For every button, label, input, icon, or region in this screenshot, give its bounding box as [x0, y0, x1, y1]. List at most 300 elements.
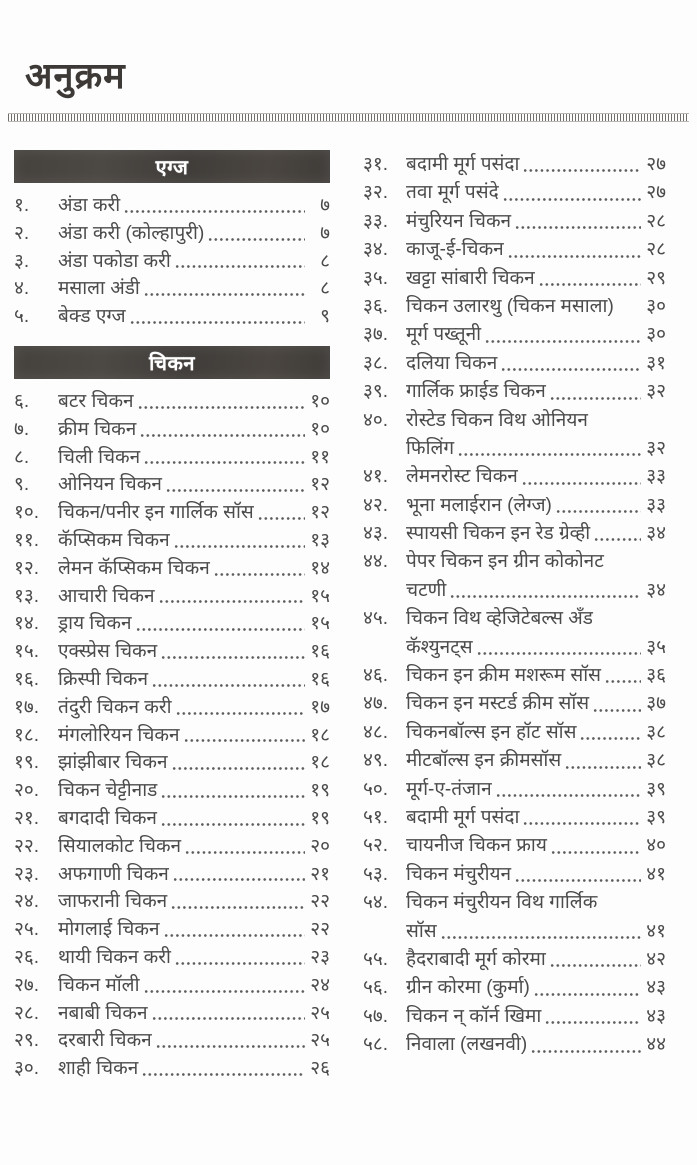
leader-dots [161, 655, 305, 660]
toc-entry [14, 722, 330, 750]
toc-entry [14, 833, 330, 861]
toc-entry [14, 888, 330, 916]
toc-entry [363, 236, 666, 264]
toc-entry [14, 527, 330, 555]
entry-number: ४९. [363, 750, 389, 772]
entry-title: मंचुरियन चिकन [406, 210, 512, 232]
entry-title: चिकनबॉल्स इन हॉट सॉस [406, 721, 577, 743]
entry-title: मसाला अंडी [58, 278, 140, 300]
leader-dots [485, 339, 641, 344]
entry-number: १. [14, 195, 30, 216]
entry-number: २३. [14, 863, 40, 885]
entry-page-number: २३ [310, 946, 330, 968]
toc-entry [14, 471, 330, 499]
toc-entry [14, 388, 330, 416]
entry-title: चिकन मॉली [58, 974, 140, 996]
leader-dots [184, 738, 305, 743]
toc-entry [363, 776, 666, 804]
entry-number: ४१. [363, 466, 389, 488]
entry-number: २५. [14, 919, 40, 941]
leader-dots [551, 850, 641, 855]
toc-entry [363, 605, 666, 633]
entry-title: चिकन इन मस्टर्ड क्रीम सॉस [406, 693, 590, 715]
leader-dots [515, 878, 641, 883]
entry-page-number: ३६ [646, 665, 666, 687]
leader-dots [523, 168, 641, 173]
entry-page-number: १८ [310, 752, 330, 774]
entry-title: गार्लिक फ्राईड चिकन [406, 381, 546, 403]
entry-page-number: २७ [646, 154, 666, 175]
entry-title: अंडा करी (कोल्हापुरी) [58, 222, 205, 244]
entry-page-number: १६ [310, 668, 330, 690]
entry-page-number: १० [310, 418, 330, 440]
leader-dots [477, 651, 641, 656]
leader-dots [545, 1020, 641, 1025]
toc-column-right [363, 150, 666, 1060]
entry-page-number: ३४ [646, 523, 666, 545]
toc-entry [363, 378, 666, 406]
entry-number: ५६. [363, 977, 389, 999]
entry-page-number: ७ [320, 195, 330, 216]
leader-dots [130, 320, 305, 325]
leader-dots [152, 1016, 306, 1021]
toc-entry [363, 946, 666, 974]
leader-dots [172, 766, 305, 771]
entry-number: ८. [14, 446, 30, 468]
entry-page-number: १० [310, 390, 330, 412]
toc-entry [363, 719, 666, 747]
toc-entry [14, 583, 330, 611]
toc-entry-continuation [363, 435, 666, 463]
entry-title: भूना मलाईरान (लेग्ज) [406, 494, 552, 516]
entry-number: ५७. [363, 1005, 389, 1027]
entry-page-number: ३४ [646, 579, 666, 601]
entry-title: काजू-ई-चिकन [406, 239, 504, 261]
entry-number: ४५. [363, 608, 389, 630]
entry-page-number: १४ [310, 557, 330, 579]
entry-number: ५८. [363, 1034, 389, 1056]
leader-dots [556, 509, 641, 514]
entry-number: ५. [14, 306, 30, 328]
entry-page-number: ३१ [646, 352, 666, 374]
entry-title: स्पायसी चिकन इन रेड ग्रेव्ही [406, 523, 591, 545]
toc-entry [363, 265, 666, 293]
entry-number: १८. [14, 724, 40, 746]
leader-dots [593, 708, 641, 713]
entry-number: ४७. [363, 693, 389, 715]
entry-number: ३८. [363, 352, 389, 374]
toc-entry [363, 974, 666, 1002]
toc-entry [14, 275, 330, 303]
entry-page-number: ३० [646, 324, 666, 346]
entry-title: पेपर चिकन इन ग्रीन कोकोनट [406, 551, 604, 573]
toc-entry [363, 520, 666, 548]
entry-page-number: २८ [646, 239, 666, 261]
entry-page-number: ३० [646, 295, 666, 317]
toc-entry [14, 444, 330, 472]
entry-page-number: ३९ [646, 806, 666, 828]
toc-entry [14, 666, 330, 694]
entry-number: ३६. [363, 295, 389, 317]
entry-title: चिकन विथ व्हेजिटेबल्स अँड [406, 608, 593, 630]
entry-page-number: १२ [310, 474, 330, 496]
leader-dots [124, 209, 305, 214]
entry-page-number: ४२ [646, 948, 666, 970]
entry-title: नबाबी चिकन [58, 1002, 148, 1024]
section-header-label: चिकन [149, 352, 195, 375]
entry-number: ६. [14, 390, 30, 412]
entry-title: जाफरानी चिकन [58, 891, 168, 913]
entry-number: ४८. [363, 721, 389, 743]
entry-page-number: ३८ [646, 750, 666, 772]
toc-entry [363, 463, 666, 491]
leader-dots [159, 599, 306, 604]
entry-page-number: ४० [646, 835, 666, 857]
entry-title: मूर्ग-ए-तंजान [406, 778, 492, 800]
entry-page-number: १३ [310, 529, 330, 551]
toc-entry [14, 777, 330, 805]
leader-dots [208, 237, 305, 242]
entry-number: ९. [14, 474, 30, 496]
entry-title: क्रीम चिकन [58, 418, 137, 440]
toc-entry [14, 192, 330, 220]
entry-number: २८. [14, 1002, 40, 1024]
entry-title: चिकन उलारथु (चिकन मसाला) [406, 295, 614, 317]
entry-page-number: २१ [310, 863, 330, 885]
entry-title: चिकन चेट्टीनाड [58, 780, 158, 802]
entry-number: ५५. [363, 948, 389, 970]
leader-dots [185, 850, 305, 855]
toc-entry [14, 972, 330, 1000]
entry-title: बगदादी चिकन [58, 807, 157, 829]
leader-dots [550, 963, 641, 968]
entry-title: चिली चिकन [58, 446, 141, 468]
entry-number: १७. [14, 696, 40, 718]
entry-page-number: २७ [646, 182, 666, 204]
entry-number: ३५. [363, 267, 389, 289]
toc-entry [363, 350, 666, 378]
entry-number: ४२. [363, 494, 389, 516]
entry-number: १४. [14, 613, 40, 635]
entry-page-number: २५ [310, 1002, 330, 1024]
entry-title: अंडा पकोडा करी [58, 250, 171, 272]
entry-page-number: ४३ [646, 1005, 666, 1027]
entry-page-number: ४१ [646, 863, 666, 885]
entry-title: आचारी चिकन [58, 585, 155, 607]
entry-number: १०. [14, 502, 40, 524]
entry-page-number: २० [310, 835, 330, 857]
toc-entry [363, 208, 666, 236]
section-header-label: एग्ज [155, 157, 189, 179]
entry-number: ५३. [363, 863, 389, 885]
entry-title: चिकन इन क्रीम मशरूम सॉस [406, 665, 602, 687]
leader-dots [534, 992, 641, 997]
leader-dots [166, 488, 305, 493]
entry-title: तंदुरी चिकन करी [58, 696, 172, 718]
toc-entry [363, 293, 666, 321]
toc-entry [14, 248, 330, 276]
entry-title: सियालकोट चिकन [58, 835, 182, 857]
leader-dots [136, 627, 305, 632]
leader-dots [144, 989, 306, 994]
leader-dots [458, 452, 641, 457]
toc-entry [14, 638, 330, 666]
toc-column-left [14, 150, 330, 1083]
toc-entry [363, 861, 666, 889]
leader-dots [142, 1072, 305, 1077]
toc-entry [363, 492, 666, 520]
toc-entry-continuation [363, 577, 666, 605]
leader-dots [164, 933, 305, 938]
toc-entry [363, 1003, 666, 1031]
entry-number: ३३. [363, 210, 389, 232]
entry-number: ४४. [363, 551, 389, 573]
page-title: अनुक्रम [25, 55, 126, 96]
toc-entry [14, 1027, 330, 1055]
entry-page-number: ३३ [646, 466, 666, 488]
entry-title: ग्रीन कोरमा (कुर्मा) [406, 977, 530, 999]
leader-dots [138, 405, 305, 410]
leader-dots [618, 310, 641, 315]
toc-entry [14, 1055, 330, 1083]
entry-page-number: २५ [310, 1030, 330, 1052]
leader-dots [441, 935, 641, 940]
entry-number: १५. [14, 641, 40, 663]
toc-entry [363, 1031, 666, 1059]
entry-title: अंडा करी [58, 195, 121, 216]
entry-page-number: १९ [310, 807, 330, 829]
entry-number: २. [14, 222, 30, 244]
entry-title-continuation: कॅश्युनट्स [406, 636, 473, 658]
entry-number: ३९. [363, 381, 389, 403]
entry-title: एक्स्प्रेस चिकन [58, 641, 158, 663]
leader-dots [175, 961, 305, 966]
entry-title: रोस्टेड चिकन विथ ओनियन [406, 409, 588, 431]
entry-title: ड्राय चिकन [58, 613, 132, 635]
leader-dots [156, 1044, 305, 1049]
entry-number: २६. [14, 946, 40, 968]
leader-dots [503, 197, 641, 202]
entry-page-number: ३३ [646, 494, 666, 516]
toc-entry [363, 321, 666, 349]
entry-number: १९. [14, 752, 40, 774]
entry-page-number: ४४ [646, 1034, 666, 1056]
entry-number: २९. [14, 1030, 40, 1052]
toc-columns [14, 150, 683, 1083]
entry-title: मूर्ग पख्तूनी [406, 324, 482, 346]
entry-page-number: १५ [310, 585, 330, 607]
entry-number: ३४. [363, 239, 389, 261]
leader-dots [144, 460, 305, 465]
entry-number: ३७. [363, 324, 389, 346]
toc-entry [14, 220, 330, 248]
entry-number: ४०. [363, 409, 389, 431]
entry-page-number: ११ [310, 446, 330, 468]
entry-number: १३. [14, 585, 40, 607]
entry-number: २१. [14, 807, 40, 829]
toc-entry [14, 1000, 330, 1028]
entry-page-number: ३८ [646, 721, 666, 743]
leader-dots [550, 396, 641, 401]
entry-title: बेक्ड एग्ज [58, 306, 126, 328]
entry-title: शाही चिकन [58, 1058, 139, 1080]
entry-number: ७. [14, 418, 30, 440]
leader-dots [175, 264, 305, 269]
entry-number: ५०. [363, 778, 389, 800]
toc-entry [14, 805, 330, 833]
toc-entry [363, 407, 666, 435]
leader-dots [161, 794, 305, 799]
entry-number: ५२. [363, 835, 389, 857]
entry-page-number: ३२ [646, 381, 666, 403]
entry-page-number: ३९ [646, 778, 666, 800]
leader-dots [176, 711, 305, 716]
entry-page-number: २६ [310, 1058, 330, 1080]
toc-entry [363, 804, 666, 832]
entry-title: बदामी मूर्ग पसंदा [406, 806, 520, 828]
entry-page-number: ७ [320, 222, 330, 244]
toc-entry [363, 662, 666, 690]
entry-page-number: २८ [646, 210, 666, 232]
toc-entry [363, 690, 666, 718]
entry-title: चिकन/पनीर इन गार्लिक सॉस [58, 502, 254, 524]
entry-title: कॅप्सिकम चिकन [58, 529, 170, 551]
entry-title: दरबारी चिकन [58, 1030, 152, 1052]
entry-title-continuation: चटणी [406, 579, 447, 601]
entry-page-number: ३७ [646, 693, 666, 715]
entry-number: २२. [14, 835, 40, 857]
leader-dots [605, 679, 641, 684]
entry-title: बदामी मूर्ग पसंदा [406, 154, 520, 175]
toc-entry [14, 916, 330, 944]
leader-dots [501, 367, 641, 372]
entry-number: १२. [14, 557, 40, 579]
entry-page-number: २२ [310, 919, 330, 941]
entry-title: लेमन कॅप्सिकम चिकन [58, 557, 210, 579]
leader-dots [214, 572, 305, 577]
entry-number: ४. [14, 278, 30, 300]
entry-page-number: ४३ [646, 977, 666, 999]
entry-number: २०. [14, 780, 40, 802]
entry-title-continuation: फिलिंग [406, 437, 455, 459]
entry-title: ओनियन चिकन [58, 474, 162, 496]
leader-dots [450, 594, 641, 599]
entry-title: चिकन न् कॉर्न खिमा [406, 1005, 542, 1027]
entry-number: २७. [14, 974, 40, 996]
leader-dots [531, 1049, 641, 1054]
entry-title: मीटबॉल्स इन क्रीमसॉस [406, 750, 562, 772]
entry-number: ३२. [363, 182, 389, 204]
entry-page-number: ९ [320, 306, 330, 328]
toc-entry [14, 303, 330, 331]
entry-page-number: ३५ [646, 636, 666, 658]
leader-dots [515, 225, 641, 230]
entry-title: झांझीबार चिकन [58, 752, 168, 774]
leader-dots [152, 683, 305, 688]
entry-number: ४३. [363, 523, 389, 545]
entry-number: ५४. [363, 892, 389, 914]
entry-title: दलिया चिकन [406, 352, 498, 374]
leader-dots [496, 793, 641, 798]
entry-title: मंगलोरियन चिकन [58, 724, 180, 746]
entry-number: ३. [14, 250, 30, 272]
entry-title-continuation: सॉस [406, 920, 437, 942]
entry-title: मोगलाई चिकन [58, 919, 160, 941]
leader-dots [161, 822, 305, 827]
entry-title: थायी चिकन करी [58, 946, 171, 968]
entry-title: निवाला (लखनवी) [406, 1034, 528, 1056]
entry-number: १६. [14, 668, 40, 690]
entry-page-number: १६ [310, 641, 330, 663]
toc-entry [363, 747, 666, 775]
entry-page-number: १७ [310, 696, 330, 718]
section-header [14, 150, 330, 183]
toc-entry-continuation [363, 918, 666, 946]
toc-entry [363, 151, 666, 179]
entry-page-number: १२ [310, 502, 330, 524]
toc-entry [363, 548, 666, 576]
leader-dots [140, 433, 305, 438]
entry-title: लेमनरोस्ट चिकन [406, 466, 518, 488]
entry-page-number: ८ [320, 278, 330, 300]
leader-dots [594, 537, 641, 542]
leader-dots [173, 877, 305, 882]
section-header [14, 346, 330, 379]
leader-dots [580, 736, 641, 741]
toc-entry [363, 179, 666, 207]
divider-rule [8, 113, 689, 122]
toc-entry [363, 889, 666, 917]
leader-dots [171, 905, 305, 910]
entry-page-number: १५ [310, 613, 330, 635]
entry-title: अफगाणी चिकन [58, 863, 169, 885]
leader-dots [565, 765, 641, 770]
entry-page-number: १९ [310, 780, 330, 802]
entry-title: चायनीज चिकन फ्राय [406, 835, 547, 857]
toc-entry-continuation [363, 634, 666, 662]
entry-number: ४६. [363, 665, 389, 687]
entry-page-number: १८ [310, 724, 330, 746]
entry-page-number: ४१ [646, 920, 666, 942]
leader-dots [508, 254, 641, 259]
toc-entry [14, 749, 330, 777]
leader-dots [539, 282, 641, 287]
toc-entry [14, 610, 330, 638]
toc-entry [14, 416, 330, 444]
entry-page-number: २२ [310, 891, 330, 913]
entry-title: हैदराबादी मूर्ग कोरमा [406, 948, 546, 970]
toc-entry [14, 861, 330, 889]
entry-number: २४. [14, 891, 40, 913]
leader-dots [144, 292, 305, 297]
entry-number: ११. [14, 529, 40, 551]
toc-entry [14, 555, 330, 583]
entry-title: चिकन मंचुरीयन विथ गार्लिक [406, 892, 598, 914]
entry-page-number: ३२ [646, 437, 666, 459]
entry-title: चिकन मंचुरीयन [406, 863, 512, 885]
entry-title: तवा मूर्ग पसंदे [406, 182, 499, 204]
leader-dots [523, 821, 641, 826]
leader-dots [522, 481, 641, 486]
entry-page-number: २४ [310, 974, 330, 996]
entry-page-number: ८ [320, 250, 330, 272]
entry-number: ३१. [363, 154, 389, 175]
entry-title: क्रिस्पी चिकन [58, 668, 149, 690]
entry-number: ३०. [14, 1058, 40, 1080]
leader-dots [258, 516, 305, 521]
toc-entry [14, 694, 330, 722]
entry-page-number: २९ [646, 267, 666, 289]
